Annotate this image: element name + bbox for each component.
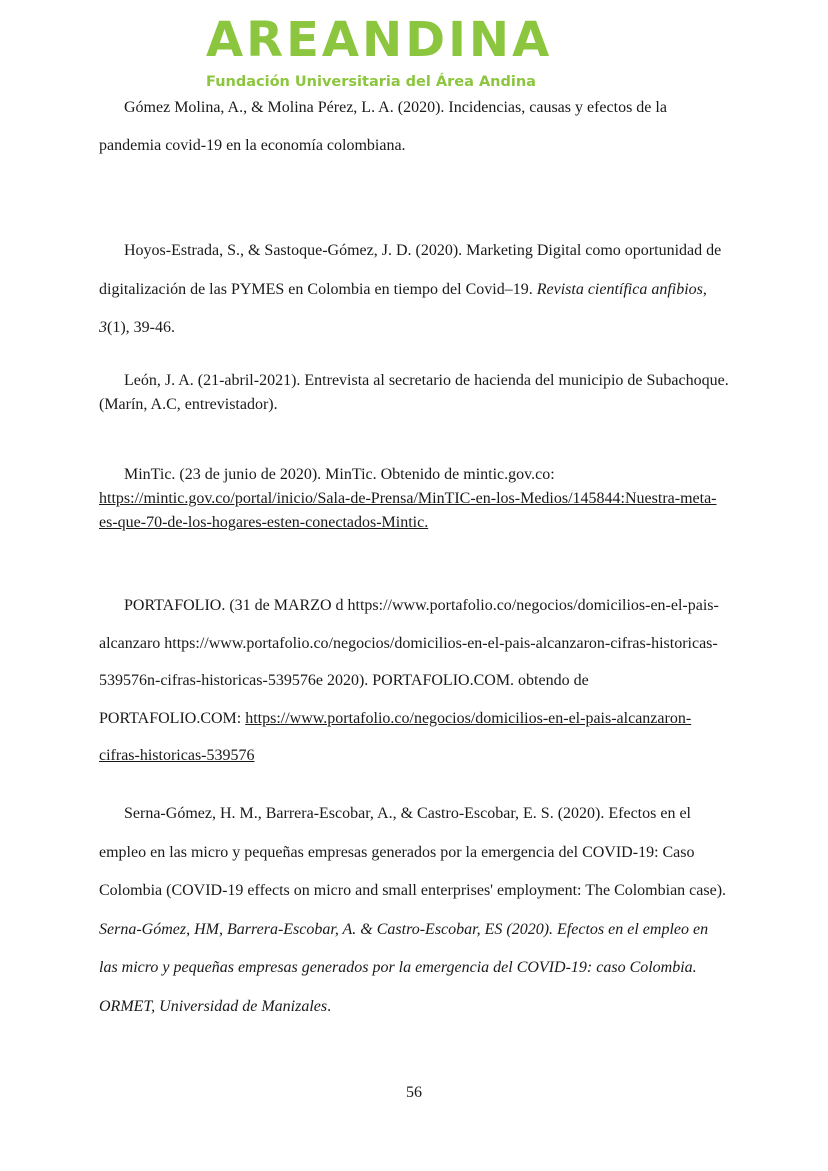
logo-subtitle: Fundación Universitaria del Área Andina [206, 74, 536, 90]
reference-portafolio [99, 587, 729, 775]
reference-italic-text: Serna-Gómez, HM, Barrera-Escobar, A. & Castro-Escobar, ES (2020). Efectos en el empleo en las micro y pequeñas empresas generados por la emergencia del COVID-19: caso Colombia. ORMET, Universidad de Manizales [99, 920, 709, 1015]
reference-text: (1), 39-46. [107, 319, 175, 336]
reference-serna-gomez [99, 795, 729, 1026]
reference-text: Hoyos-Estrada, S., & Sastoque-Gómez, J. D. (2020). Marketing Digital como oportunidad de digitalización de las PYMES en Colombia en tiempo del Covid–19. [99, 242, 722, 298]
reference-text: Serna-Gómez, H. M., Barrera-Escobar, A., & Castro-Escobar, E. S. (2020). Efectos en el empleo en las micro y pequeñas empresas generados por la emergencia del COVID-19: Caso Colombia (COVID-19 effects on micro and small enterprises' employment: The Colombian case). [99, 805, 727, 899]
reference-text: , [702, 280, 707, 298]
page-number: 56 [406, 1084, 422, 1101]
reference-end: . [327, 997, 332, 1015]
reference-text: Gómez Molina, A., & Molina Pérez, L. A. (2020). Incidencias, causas y efectos de la pandemia covid-19 en la economía colombiana. [99, 99, 667, 154]
reference-leon [99, 369, 729, 417]
areandina-logo [206, 8, 553, 92]
reference-text: PORTAFOLIO. (31 de MARZO d https://www.portafolio.co/negocios/domicilios-en-el-pais-alcanzaro https://www.portafolio.co/negocios/domicilios-en-el-pais-alcanzaron-cifras-historicas-539576n-cifras-historicas-539576e 2020). PORTAFOLIO.COM. obtendo de PORTAFOLIO.COM: [99, 597, 719, 727]
reference-gomez-molina [99, 89, 729, 164]
reference-mintic [99, 463, 729, 535]
journal-volume: 3 [99, 319, 107, 336]
mintic-link[interactable]: https://mintic.gov.co/portal/inicio/Sala-de-Prensa/MinTIC-en-los-Medios/145844:Nuestra-meta-es-que-70-de-los-hogares-esten-conectados-Mintic. [99, 490, 717, 531]
reference-text: León, J. A. (21-abril-2021). Entrevista al secretario de hacienda del municipio de Subachoque. (Marín, A.C, entrevistador). [99, 372, 729, 413]
journal-title: Revista científica anfibios [536, 280, 703, 298]
reference-hoyos-estrada [99, 232, 729, 348]
reference-text: MinTic. (23 de junio de 2020). MinTic. Obtenido de mintic.gov.co: [124, 466, 555, 483]
logo-wordmark: AREANDINA [206, 12, 553, 68]
portafolio-link[interactable]: https://www.portafolio.co/negocios/domicilios-en-el-pais-alcanzaron-cifras-historicas-539576 [99, 709, 692, 764]
